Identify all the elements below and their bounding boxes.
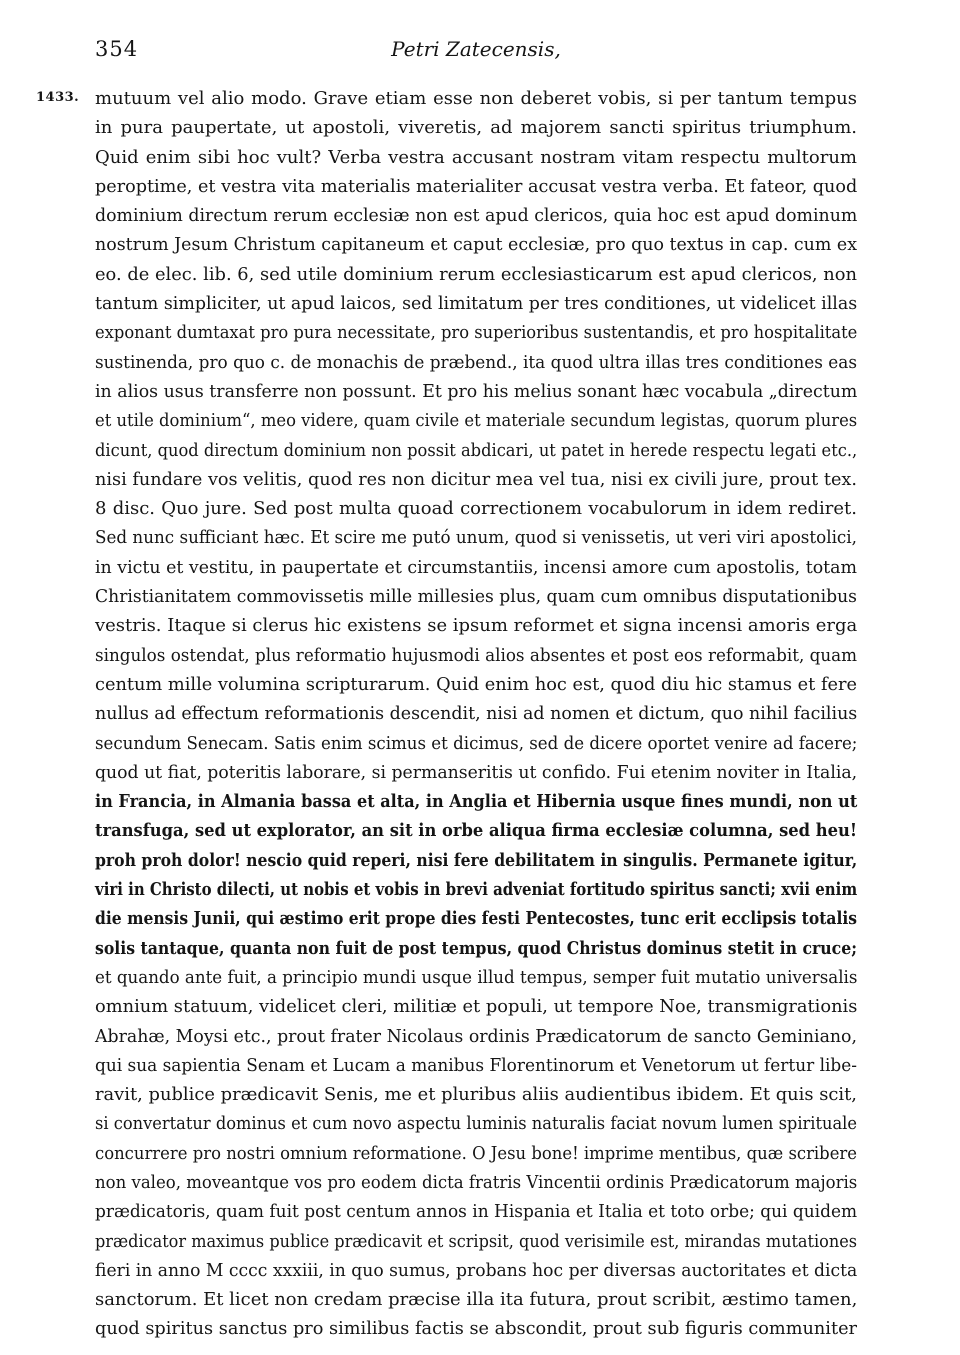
text-line: Sed nunc sufficiant hæc. Et scire me putó unum, quod si venissetis, ut veri viri apostolici, [95, 527, 857, 549]
text-line: sustinenda, pro quo c. de monachis de præbend., ita quod ultra illas tres conditiones eas [95, 351, 857, 373]
text-line: exponant dumtaxat pro pura necessitate, pro superioribus sustentandis, et pro hospitalitate [95, 322, 858, 344]
text-line: non valeo, moveantque vos pro eodem dicta fratris Vincentii ordinis Prædicatorum majoris [95, 1171, 858, 1193]
text-line: nullus ad effectum reformationis descendit, nisi ad nomen et dictum, quo nihil facilius [95, 703, 858, 725]
text-line: singulos ostendat, plus reformatio hujusmodi alios absentes et post eos reformabit, quam [95, 644, 858, 666]
text-line: nisi fundare vos velitis, quod res non dicitur mea vel tua, nisi ex civili jure, prout tex. [95, 468, 857, 490]
text-line: proh proh dolor! nescio quid reperi, nisi fere debilitatem in singulis. Permanete igitur, [95, 849, 858, 871]
text-line: nostrum Jesum Christum capitaneum et caput ecclesiæ, pro quo textus in cap. cum ex [95, 234, 858, 256]
text-line: in victu et vestitu, in paupertate et circumstantiis, incensi amore cum apostolis, totam [95, 556, 858, 578]
text-line: si convertatur dominus et cum novo aspectu luminis naturalis faciat novum lumen spirituale [95, 1113, 857, 1135]
body-text [95, 84, 857, 1344]
text-line: vestris. Itaque si clerus hic existens se ipsum reformet et signa incensi amoris erga [95, 615, 858, 637]
text-line: Abrahæ, Moysi etc., prout frater Nicolaus ordinis Prædicatorum de sancto Geminiano, [95, 1025, 857, 1047]
text-line: qui sua sapientia Senam et Lucam a manibus Florentinorum et Venetorum ut fertur libe- [95, 1054, 857, 1076]
text-line: solis tantaque, quanta non fuit de post tempus, quod Christus dominus stetit in cruce; [95, 937, 857, 959]
page-number: 354 [95, 37, 139, 61]
text-line: omnium statuum, videlicet cleri, militiæ et populi, ut tempore Noe, transmigrationis [95, 996, 858, 1018]
text-line: et utile dominium“, meo videre, quam civile et materiale secundum legistas, quorum plures [95, 410, 858, 432]
text-line: 8 disc. Quo jure. Sed post multa quoad correctionem vocabulorum in idem rediret. [95, 498, 857, 520]
text-line: in pura paupertate, ut apostoli, viveretis, ad majorem sancti spiritus triumphum. [95, 117, 857, 139]
page-header [95, 37, 857, 67]
text-line: et quando ante fuit, a principio mundi usque illud tempus, semper fuit mutatio universalis [95, 966, 858, 988]
text-line: ravit, publice prædicavit Senis, me et pluribus aliis audientibus ibidem. Et quis scit, [95, 1084, 857, 1106]
text-line: Quid enim sibi hoc vult? Verba vestra accusant nostram vitam respectu multorum [95, 146, 857, 168]
text-line: in Francia, in Almania bassa et alta, in Anglia et Hibernia usque fines mundi, non ut [95, 791, 858, 813]
text-line: dicunt, quod directum dominium non possit abdicari, ut patet in herede respectu legati etc., [95, 439, 858, 461]
text-line: transfuga, sed ut explorator, an sit in orbe aliqua firma ecclesiæ columna, sed heu! [95, 820, 857, 842]
text-line: concurrere pro nostri omnium reformatione. O Jesu bone! imprime mentibus, quæ scribere [95, 1142, 857, 1164]
text-line: quod spiritus sanctus pro similibus factis se abscondit, prout sub figuris communiter [95, 1318, 857, 1340]
text-line: sanctorum. Et licet non credam præcise illa ita futura, prout scribit, æstimo tamen, [95, 1289, 858, 1311]
text-line: prædicator maximus publice prædicavit et scripsit, quod verisimile est, mirandas mutationes [95, 1230, 857, 1252]
margin-year: 1433. [36, 90, 80, 105]
text-line: peroptime, et vestra vita materialis materialiter accusat vestra verba. Et fateor, quod [95, 175, 858, 197]
text-line: eo. de elec. lib. 6, sed utile dominium rerum ecclesiasticarum est apud clericos, non [95, 263, 857, 285]
text-line: in alios usus transferre non possunt. Et pro his melius sonant hæc vocabula „directum [95, 380, 858, 402]
text-line: dominium directum rerum ecclesiæ non est apud clericos, quia hoc est apud dominum [95, 205, 858, 227]
text-line: secundum Senecam. Satis enim scimus et dicimus, sed de dicere oportet venire ad facere; [95, 732, 858, 754]
text-line: fieri in anno M cccc xxxiii, in quo sumus, probans hoc per diversas auctoritates et dicta [95, 1259, 858, 1281]
text-line: mutuum vel alio modo. Grave etiam esse non deberet vobis, si per tantum tempus [95, 88, 857, 109]
text-line: Christianitatem commovissetis mille millesies plus, quam cum omnibus disputationibus [95, 586, 857, 608]
text-line: prædicatoris, quam fuit post centum annos in Hispania et Italia et toto orbe; qui quidem [95, 1201, 858, 1223]
text-line: viri in Christo dilecti, ut nobis et vobis in brevi adveniat fortitudo spiritus sancti; xvii enim [95, 879, 858, 901]
running-title: Petri Zatecensis, [391, 37, 561, 61]
text-line: die mensis Junii, qui æstimo erit prope dies festi Pentecostes, tunc erit ecclipsis totalis [95, 908, 857, 930]
text-line: centum mille volumina scripturarum. Quid enim hoc est, quod diu hic stamus et fere [95, 673, 857, 695]
text-line: quod ut fiat, poteritis laborare, si permanseritis ut confido. Fui etenim noviter in Italia, [95, 761, 858, 783]
text-line: tantum simpliciter, ut apud laicos, sed limitatum per tres conditiones, ut videlicet illas [95, 293, 858, 315]
